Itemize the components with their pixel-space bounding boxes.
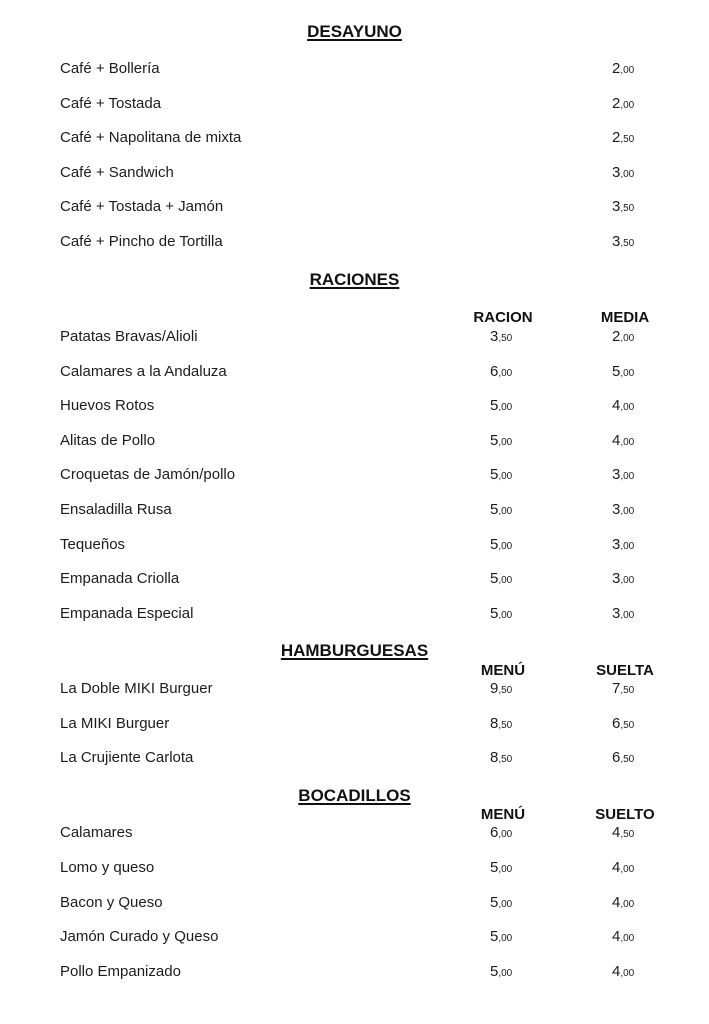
price-euros: 5: [490, 894, 499, 911]
menu-item-name: Café + Tostada + Jamón: [60, 198, 224, 215]
menu-item-price: [490, 501, 512, 518]
price-euros: 3: [612, 466, 621, 483]
menu-item-name: Croquetas de Jamón/pollo: [60, 466, 236, 483]
menu-item-name: Café + Sandwich: [60, 164, 174, 181]
menu-item-price: [612, 363, 634, 380]
price-cents: ,00: [498, 541, 513, 552]
price-euros: 8: [490, 715, 499, 732]
price-euros: 5: [490, 963, 499, 980]
price-cents: ,00: [498, 933, 513, 944]
menu-item-price: [612, 859, 634, 876]
price-cents: ,50: [620, 685, 635, 696]
menu-item-price: [612, 95, 634, 112]
price-cents: ,00: [498, 368, 513, 379]
menu-item-price: [490, 397, 512, 414]
price-cents: ,00: [620, 100, 635, 111]
menu-item-price: [612, 129, 634, 146]
menu-item-name: Café + Napolitana de mixta: [60, 129, 242, 146]
price-euros: 4: [612, 894, 621, 911]
menu-item-price: [612, 715, 634, 732]
menu-item-price: [490, 466, 512, 483]
price-euros: 2: [612, 129, 621, 146]
menu-item-price: [490, 715, 512, 732]
menu-item-name: Alitas de Pollo: [60, 432, 156, 449]
price-cents: ,00: [620, 933, 635, 944]
menu-item-name: Huevos Rotos: [60, 397, 155, 414]
menu-item-name: La Doble MIKI Burguer: [60, 680, 213, 697]
section-title-raciones: RACIONES: [309, 270, 400, 289]
price-euros: 6: [612, 749, 621, 766]
menu-item-price: [490, 963, 512, 980]
menu-item-price: [612, 397, 634, 414]
menu-item-price: [612, 963, 634, 980]
price-euros: 9: [490, 680, 499, 697]
menu-item-name: Empanada Criolla: [60, 570, 180, 587]
menu-item-name: Calamares: [60, 824, 133, 841]
price-cents: ,50: [620, 203, 635, 214]
price-cents: ,50: [620, 754, 635, 765]
price-euros: 5: [490, 466, 499, 483]
price-cents: ,00: [620, 437, 635, 448]
section-title-hamburguesas: HAMBURGUESAS: [280, 641, 429, 660]
menu-item-name: Café + Bollería: [60, 60, 160, 77]
menu-item-name: Café + Tostada: [60, 95, 162, 112]
price-euros: 4: [612, 963, 621, 980]
menu-item-price: [612, 680, 634, 697]
menu-item-name: Jamón Curado y Queso: [60, 928, 219, 945]
price-cents: ,50: [620, 134, 635, 145]
price-euros: 3: [612, 233, 621, 250]
column-header-suelto: SUELTO: [595, 806, 655, 823]
price-cents: ,00: [498, 402, 513, 413]
price-euros: 5: [490, 859, 499, 876]
menu-item-name: Pollo Empanizado: [60, 963, 181, 980]
price-euros: 4: [612, 824, 621, 841]
menu-item-price: [612, 60, 634, 77]
menu-item-name: Café + Pincho de Tortilla: [60, 233, 223, 250]
menu-item-price: [612, 164, 634, 181]
menu-item-price: [612, 233, 634, 250]
menu-item-name: La Crujiente Carlota: [60, 749, 194, 766]
menu-item-price: [490, 894, 512, 911]
price-euros: 6: [612, 715, 621, 732]
menu-item-price: [612, 501, 634, 518]
price-cents: ,50: [498, 333, 513, 344]
menu-item-price: [490, 749, 512, 766]
price-euros: 4: [612, 397, 621, 414]
price-cents: ,00: [498, 899, 513, 910]
column-header-menu: MENÚ: [480, 806, 526, 823]
price-cents: ,00: [498, 864, 513, 875]
price-cents: ,00: [498, 829, 513, 840]
price-euros: 5: [612, 363, 621, 380]
price-euros: 3: [612, 164, 621, 181]
price-cents: ,00: [620, 368, 635, 379]
price-cents: ,00: [498, 471, 513, 482]
menu-item-price: [612, 894, 634, 911]
price-cents: ,50: [620, 238, 635, 249]
menu-item-name: Empanada Especial: [60, 605, 194, 622]
menu-item-price: [612, 570, 634, 587]
price-euros: 4: [612, 432, 621, 449]
menu-item-name: Calamares a la Andaluza: [60, 363, 227, 380]
menu-item-price: [612, 605, 634, 622]
price-euros: 6: [490, 824, 499, 841]
price-cents: ,00: [620, 402, 635, 413]
menu-item-price: [612, 824, 634, 841]
price-cents: ,00: [498, 506, 513, 517]
price-cents: ,00: [498, 437, 513, 448]
price-cents: ,00: [620, 575, 635, 586]
section-title-desayuno: DESAYUNO: [307, 22, 402, 41]
price-cents: ,00: [498, 610, 513, 621]
menu-item-price: [490, 824, 512, 841]
menu-item-price: [490, 680, 512, 697]
price-cents: ,00: [620, 333, 635, 344]
menu-item-price: [490, 928, 512, 945]
section-title-bocadillos: BOCADILLOS: [298, 786, 411, 805]
menu-item-price: [612, 328, 634, 345]
price-cents: ,00: [620, 541, 635, 552]
price-euros: 8: [490, 749, 499, 766]
price-cents: ,00: [620, 610, 635, 621]
price-euros: 6: [490, 363, 499, 380]
price-euros: 4: [612, 928, 621, 945]
price-euros: 5: [490, 928, 499, 945]
price-euros: 3: [612, 570, 621, 587]
price-euros: 5: [490, 432, 499, 449]
menu-item-price: [612, 536, 634, 553]
price-cents: ,00: [498, 575, 513, 586]
menu-item-price: [612, 749, 634, 766]
price-cents: ,50: [498, 754, 513, 765]
price-cents: ,50: [498, 720, 513, 731]
menu-item-price: [612, 928, 634, 945]
price-euros: 2: [612, 328, 621, 345]
menu-item-price: [490, 859, 512, 876]
menu-item-price: [490, 570, 512, 587]
price-cents: ,00: [620, 65, 635, 76]
price-euros: 5: [490, 536, 499, 553]
menu-item-name: La MIKI Burguer: [60, 715, 170, 732]
column-header-menu: MENÚ: [480, 662, 526, 679]
price-euros: 3: [490, 328, 499, 345]
menu-item-price: [490, 363, 512, 380]
menu-item-price: [612, 466, 634, 483]
price-cents: ,50: [498, 685, 513, 696]
price-cents: ,00: [620, 899, 635, 910]
price-cents: ,00: [620, 471, 635, 482]
price-cents: ,00: [620, 169, 635, 180]
price-cents: ,50: [620, 720, 635, 731]
menu-item-price: [490, 605, 512, 622]
menu-item-price: [490, 536, 512, 553]
menu-item-name: Lomo y queso: [60, 859, 155, 876]
price-euros: 7: [612, 680, 621, 697]
menu-item-name: Ensaladilla Rusa: [60, 501, 172, 518]
menu-item-price: [490, 432, 512, 449]
column-header-media: MEDIA: [600, 309, 650, 326]
menu-item-name: Bacon y Queso: [60, 894, 163, 911]
price-euros: 4: [612, 859, 621, 876]
price-euros: 5: [490, 570, 499, 587]
menu-item-price: [612, 432, 634, 449]
price-cents: ,00: [620, 506, 635, 517]
menu-item-name: Tequeños: [60, 536, 126, 553]
menu-item-price: [490, 328, 512, 345]
price-cents: ,00: [498, 968, 513, 979]
price-euros: 3: [612, 536, 621, 553]
menu-item-price: [612, 198, 634, 215]
price-cents: ,00: [620, 968, 635, 979]
price-euros: 3: [612, 605, 621, 622]
price-cents: ,50: [620, 829, 635, 840]
price-euros: 5: [490, 605, 499, 622]
price-cents: ,00: [620, 864, 635, 875]
price-euros: 5: [490, 397, 499, 414]
price-euros: 2: [612, 95, 621, 112]
price-euros: 3: [612, 198, 621, 215]
price-euros: 2: [612, 60, 621, 77]
column-header-suelta: SUELTA: [596, 662, 654, 679]
price-euros: 3: [612, 501, 621, 518]
column-header-racion: RACION: [473, 309, 533, 326]
menu-item-name: Patatas Bravas/Alioli: [60, 328, 198, 345]
price-euros: 5: [490, 501, 499, 518]
